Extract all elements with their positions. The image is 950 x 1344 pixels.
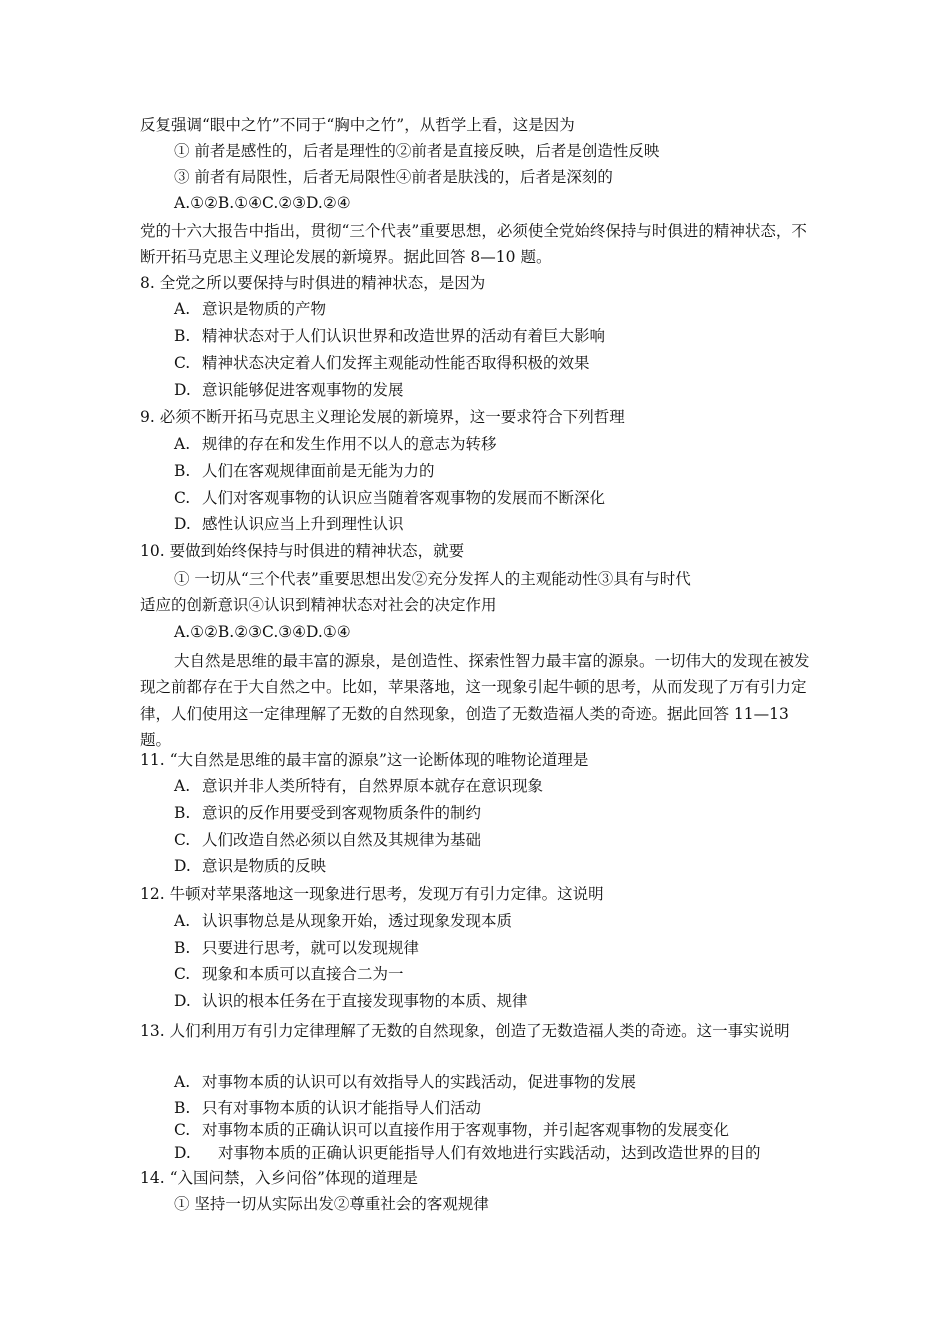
question-13: 13. 人们利用万有引力定律理解了无数的自然现象，创造了无数造福人类的奇迹。这一事实说明 (140, 1022, 790, 1040)
option-c (174, 352, 854, 374)
option-letter: A. (174, 777, 191, 795)
option-letter: B. (174, 327, 191, 345)
option-a (174, 910, 854, 932)
option-letter: D. (174, 381, 191, 399)
question-8: 8. 全党之所以要保持与时俱进的精神状态，是因为 (140, 274, 486, 292)
option-text: 意识能够促进客观事物的发展 (202, 381, 404, 399)
question-7-stem: 反复强调“眼中之竹”不同于“胸中之竹”，从哲学上看，这是因为 (140, 116, 575, 134)
option-text: 人们改造自然必须以自然及其规律为基础 (202, 831, 482, 849)
option-text: 只有对事物本质的认识才能指导人们活动 (202, 1099, 482, 1117)
option-letter: D. (174, 992, 191, 1010)
option-text: 精神状态决定着人们发挥主观能动性能否取得积极的效果 (202, 354, 590, 372)
option-a (174, 775, 854, 797)
option-letter: B. (174, 462, 191, 480)
option-d (174, 513, 854, 535)
option-letter: C. (174, 1121, 191, 1139)
option-text: 意识的反作用要受到客观物质条件的制约 (202, 804, 482, 822)
statement-line: ① 前者是感性的，后者是理性的②前者是直接反映，后者是创造性反映 (174, 142, 660, 160)
option-a (174, 1071, 854, 1093)
option-d (174, 379, 854, 401)
option-b (174, 460, 854, 482)
passage-paragraph: 大自然是思维的最丰富的源泉，是创造性、探索性智力最丰富的源泉。一切伟大的发现在被发现之前都存在于大自然之中。比如，苹果落地，这一现象引起牛顿的思考，从而发现了万有引力定律，人们使用这一定律理解了无数的自然现象，创造了无数造福人类的奇迹。据此回答 11—13 题。 (140, 652, 810, 749)
question-10: 10. 要做到始终保持与时俱进的精神状态，就要 (140, 542, 465, 560)
option-b (174, 937, 854, 959)
option-letter: C. (174, 489, 191, 507)
option-text: 精神状态对于人们认识世界和改造世界的活动有着巨大影响 (202, 327, 606, 345)
option-d (174, 1142, 854, 1164)
option-text: 意识是物质的产物 (202, 300, 327, 318)
option-letter: C. (174, 965, 191, 983)
option-text: 意识是物质的反映 (202, 857, 327, 875)
option-text: 对事物本质的正确认识可以直接作用于客观事物，并引起客观事物的发展变化 (202, 1121, 730, 1139)
statement-line: 适应的创新意识④认识到精神状态对社会的决定作用 (140, 596, 497, 614)
option-text: 现象和本质可以直接合二为一 (202, 965, 404, 983)
option-c (174, 1119, 854, 1141)
option-letter: B. (174, 804, 191, 822)
option-a (174, 433, 854, 455)
statement-line: ① 一切从“三个代表”重要思想出发②充分发挥人的主观能动性③具有与时代 (174, 570, 691, 588)
question-14: 14. “入国问禁，入乡问俗”体现的道理是 (140, 1169, 418, 1187)
option-letter: C. (174, 831, 191, 849)
question-12: 12. 牛顿对苹果落地这一现象进行思考，发现万有引力定律。这说明 (140, 885, 604, 903)
option-text: 人们在客观规律面前是无能为力的 (202, 462, 435, 480)
option-text: 对事物本质的认识可以有效指导人的实践活动，促进事物的发展 (202, 1073, 637, 1091)
option-text: 认识事物总是从现象开始，透过现象发现本质 (202, 912, 513, 930)
question-9: 9. 必须不断开拓马克思主义理论发展的新境界，这一要求符合下列哲理 (140, 408, 625, 426)
option-d (174, 855, 854, 877)
option-c (174, 963, 854, 985)
option-text: 意识并非人类所特有，自然界原本就存在意识现象 (202, 777, 544, 795)
option-a (174, 298, 854, 320)
option-text: 感性认识应当上升到理性认识 (202, 515, 404, 533)
option-letter: A. (174, 435, 191, 453)
option-b (174, 802, 854, 824)
option-text: 人们对客观事物的认识应当随着客观事物的发展而不断深化 (202, 489, 606, 507)
option-text: 对事物本质的正确认识更能指导人们有效地进行实践活动，达到改造世界的目的 (218, 1144, 761, 1162)
option-letter: A. (174, 912, 191, 930)
option-b (174, 1097, 854, 1119)
option-c (174, 829, 854, 851)
passage-paragraph: 党的十六大报告中指出，贯彻“三个代表”重要思想，必须使全党始终保持与时俱进的精神状态，不断开拓马克思主义理论发展的新境界。据此回答 8—10 题。 (140, 222, 807, 266)
option-d (174, 990, 854, 1012)
option-letter: A. (174, 300, 191, 318)
option-letter: B. (174, 939, 191, 957)
option-letter: A. (174, 1073, 191, 1091)
option-letter: C. (174, 354, 191, 372)
option-b (174, 325, 854, 347)
option-letter: D. (174, 515, 191, 533)
question-11: 11. “大自然是思维的最丰富的源泉”这一论断体现的唯物论道理是 (140, 751, 589, 769)
statement-line: ① 坚持一切从实际出发②尊重社会的客观规律 (174, 1195, 489, 1213)
option-letter: B. (174, 1099, 191, 1117)
option-text: 只要进行思考，就可以发现规律 (202, 939, 420, 957)
option-letter: D. (174, 857, 191, 875)
answer-choices: A.①②B.②③C.③④D.①④ (174, 623, 351, 641)
answer-choices: A.①②B.①④C.②③D.②④ (174, 194, 351, 212)
option-text: 认识的根本任务在于直接发现事物的本质、规律 (202, 992, 528, 1010)
statement-line: ③ 前者有局限性，后者无局限性④前者是肤浅的，后者是深刻的 (174, 168, 613, 186)
option-c (174, 487, 854, 509)
option-text: 规律的存在和发生作用不以人的意志为转移 (202, 435, 497, 453)
option-letter: D. (174, 1144, 191, 1162)
